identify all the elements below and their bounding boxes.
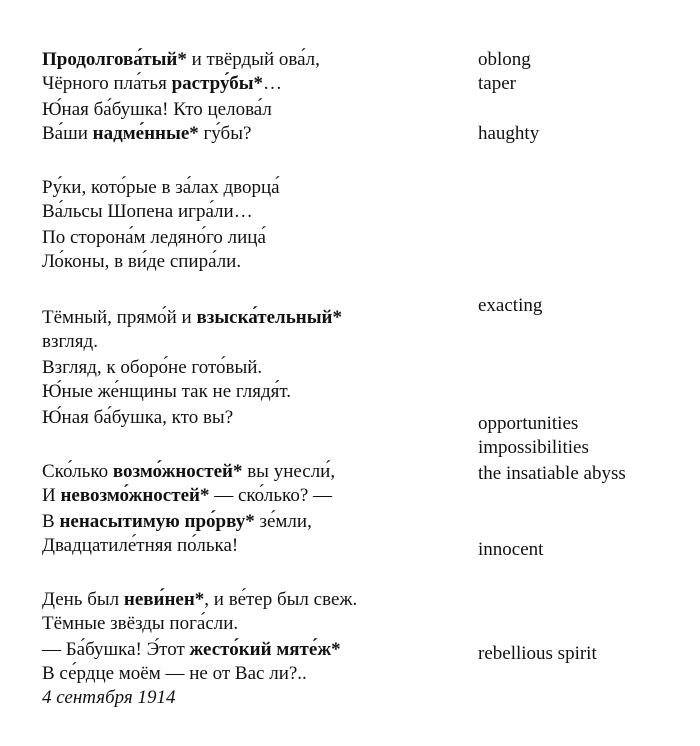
poem-line [42,200,253,224]
line-text: И [42,485,61,506]
vocab-word: неви́нен* [123,589,205,610]
poem-line [42,176,280,200]
vocab-word: жесто́кий мяте́ж* [189,639,341,660]
poem-line [42,460,335,484]
line-text: взгляд. [42,331,98,352]
vocab-word: надме́нные* [92,123,199,144]
line-text: вы унесли́, [242,461,336,482]
poem-line [42,356,262,380]
line-text: — ско́лько? — [209,485,332,506]
poem-date: 4 сентября 1914 [42,687,176,708]
poem-line [42,662,307,686]
line-text: … [263,73,283,94]
vocab-word: взыска́тельный* [196,307,342,328]
line-text: В се́рдце моём — не от Вас ли?.. [42,663,307,684]
poem-line [42,638,341,662]
poem-line [42,406,233,430]
poem-line [42,588,357,612]
poem-line [42,484,332,508]
line-text: Двадцатиле́тняя по́лька! [42,535,239,556]
poem-line [42,534,238,558]
poem-line [42,122,251,146]
vocab-word: Продолгова́тый* [42,49,187,70]
poem-line [42,72,282,96]
poem-line [42,306,342,330]
poem-line [42,250,241,274]
gloss-translation: the insatiable abyss [478,463,626,484]
vocab-word: ненасытимую про́рву* [59,511,255,532]
line-text: Чёрного пла́тья [42,73,172,94]
gloss-translation: oblong [478,49,531,70]
line-text: Ско́лько [42,461,113,482]
poem-line [42,330,98,354]
gloss-translation: impossibilities [478,437,589,458]
poem-line [42,98,272,122]
line-text: Ва́льсы Шопена игра́ли… [42,201,253,222]
poem-line [42,48,320,72]
vocab-word: невозмо́жностей* [60,485,210,506]
line-text: Взгляд, к оборо́не гото́вый. [42,357,263,378]
poem-line [42,226,266,250]
line-text: , и ве́тер был свеж. [204,589,358,610]
line-text: День был [42,589,124,610]
gloss-translation: taper [478,73,516,94]
line-text: и твёрдый ова́л, [186,49,320,70]
gloss-translation: opportunities [478,413,579,434]
vocab-word: возмо́жностей* [112,461,243,482]
poem-line [42,510,312,534]
line-text: Ва́ши [42,123,93,144]
gloss-translation: haughty [478,123,540,144]
poem-line [42,612,238,636]
line-text: Ло́коны, в ви́де спира́ли. [42,251,242,272]
line-text: По сторона́м ледяно́го лица́ [42,227,266,248]
line-text: Ю́ная ба́бушка! Кто целова́л [42,99,272,120]
line-text: Тёмные звёзды пога́сли. [42,613,239,634]
poem-line [42,380,291,404]
gloss-translation: rebellious spirit [478,643,597,664]
line-text: В [42,511,60,532]
line-text: — Ба́бушка! Э́тот [42,639,190,660]
line-text: гу́бы? [198,123,252,144]
line-text: Ю́ные же́нщины так не глядя́т. [42,381,291,402]
line-text: Ю́ная ба́бушка, кто вы? [42,407,234,428]
vocab-word: растру́бы* [171,73,264,94]
line-text: зе́мли, [254,511,312,532]
gloss-translation: exacting [478,295,543,316]
gloss-translation: innocent [478,539,544,560]
line-text: Ру́ки, кото́рые в за́лах дворца́ [42,177,280,198]
line-text: Тёмный, прямо́й и [42,307,197,328]
